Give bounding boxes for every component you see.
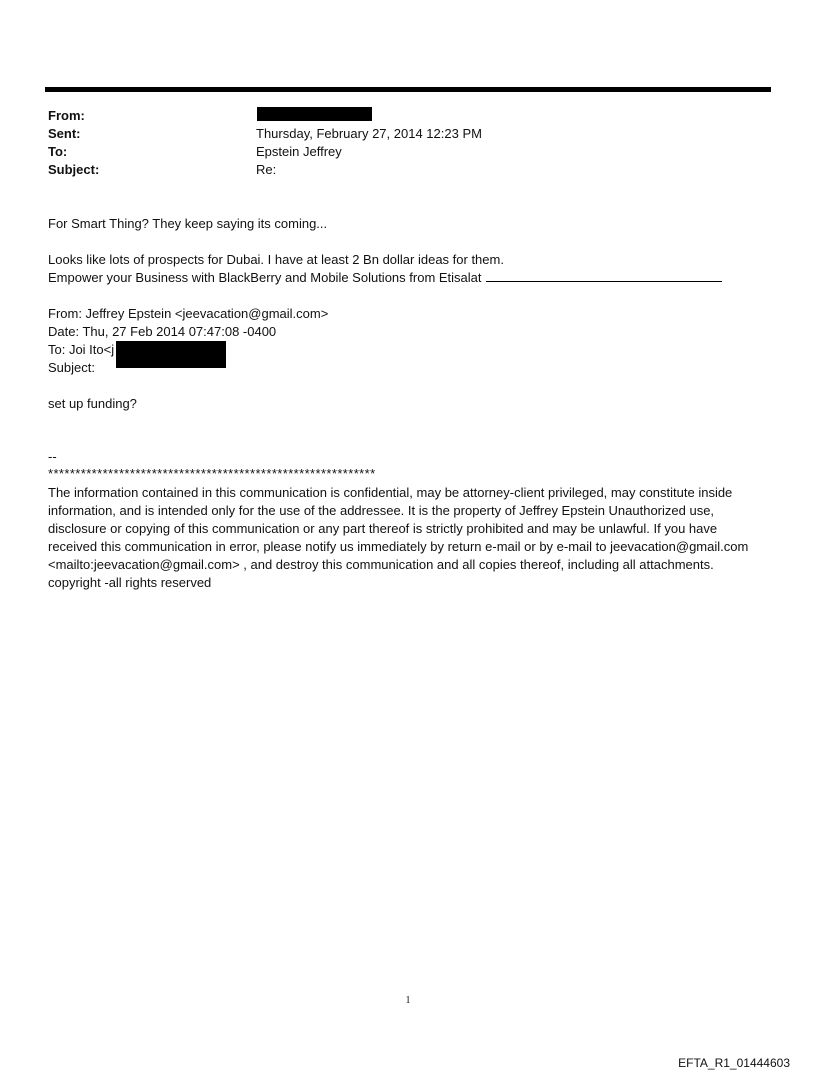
to-value: Epstein Jeffrey bbox=[256, 144, 342, 159]
sent-label: Sent: bbox=[48, 126, 81, 141]
to-label: To: bbox=[48, 144, 68, 159]
subject-value: Re: bbox=[256, 162, 277, 177]
quoted-message: set up funding? bbox=[48, 396, 137, 411]
redaction-box bbox=[257, 107, 372, 121]
body-line-1: For Smart Thing? They keep saying its coming... bbox=[48, 216, 328, 231]
body-line-3 bbox=[48, 269, 722, 287]
signature-stars: ************************************************************ bbox=[48, 466, 376, 481]
subject-label: Subject: bbox=[48, 162, 100, 177]
redaction-box bbox=[116, 341, 226, 368]
quoted-from: From: Jeffrey Epstein <jeevacation@gmail.com> bbox=[48, 306, 329, 321]
quoted-to: To: Joi Ito<j bbox=[48, 342, 115, 357]
disclaimer bbox=[48, 484, 760, 592]
promo-text: Empower your Business with BlackBerry and Mobile Solutions from Etisalat bbox=[48, 270, 482, 285]
quoted-date: Date: Thu, 27 Feb 2014 07:47:08 -0400 bbox=[48, 324, 277, 339]
document-id: EFTA_R1_01444603 bbox=[678, 1056, 790, 1070]
promo-underline bbox=[486, 269, 722, 282]
body-line-2: Looks like lots of prospects for Dubai. I have at least 2 Bn dollar ideas for them. bbox=[48, 252, 504, 267]
from-label: From: bbox=[48, 108, 85, 123]
quoted-subject: Subject: bbox=[48, 360, 95, 375]
page-number: 1 bbox=[405, 995, 411, 1006]
signature-dashes: -- bbox=[48, 449, 57, 464]
sent-value: Thursday, February 27, 2014 12:23 PM bbox=[256, 126, 482, 141]
header-rule bbox=[45, 87, 771, 92]
disclaimer-text: The information contained in this communication is confidential, may be attorney-client privileged, may constitute inside information, and is intended only for the use of the addressee. It is the property of Jeffrey Epstein Unauthorized use, disclosure or copying of this communication or any part thereof is strictly prohibited and may be unlawful. If you have received this communication in error, please notify us immediately by return e-mail or by e-mail to jeevacation@gmail.com <mailto:jeevacation@gmail.com> , and destroy this communication and all copies thereof, including all attachments. copyright -all rights reserved bbox=[48, 485, 749, 590]
